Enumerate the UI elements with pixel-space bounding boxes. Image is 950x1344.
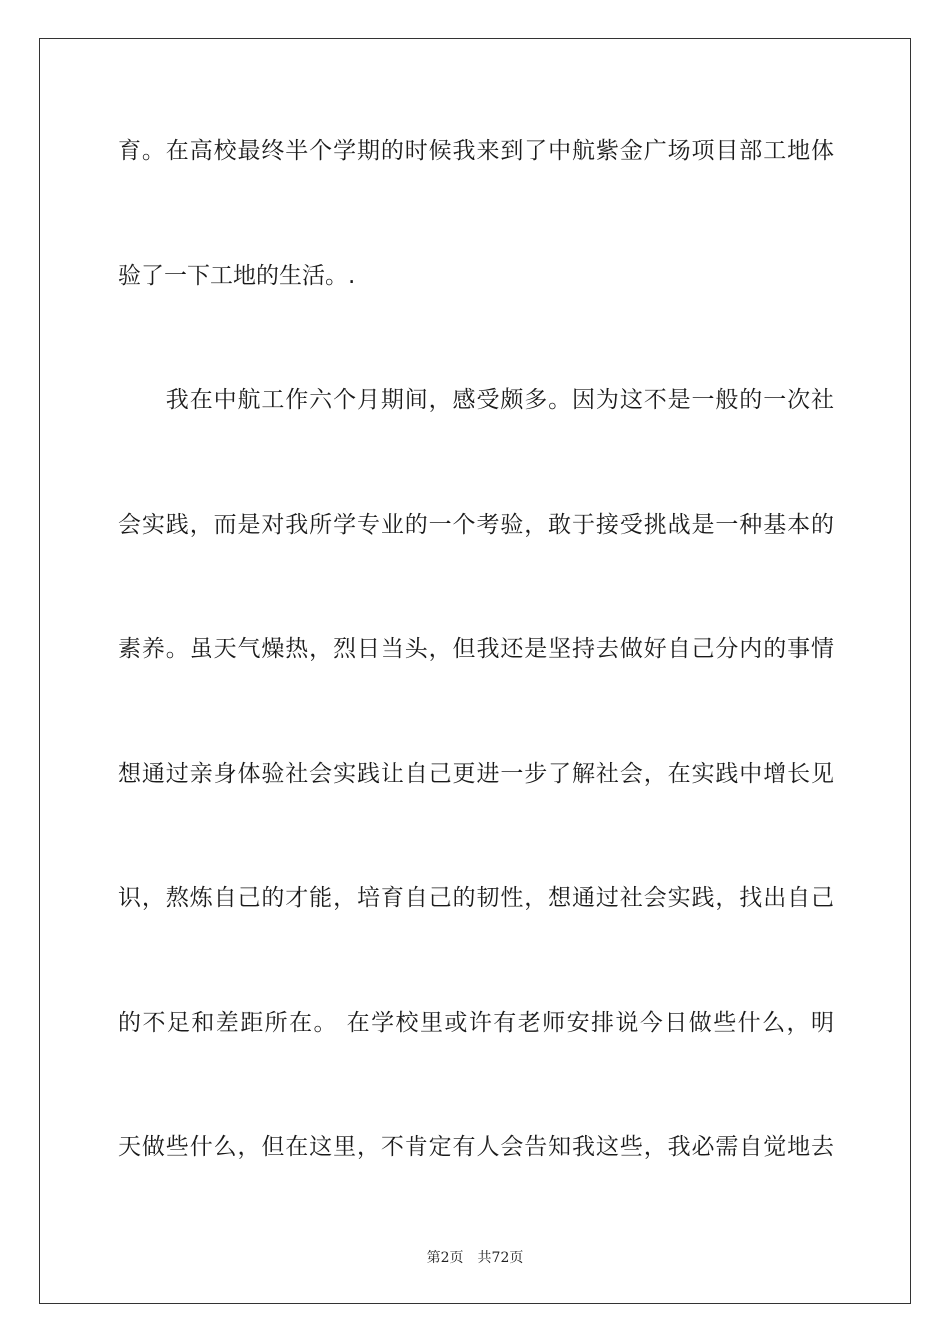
page-frame [39,38,911,1304]
body-text-line-6: 想通过亲身体验社会实践让自己更进一步了解社会，在实践中增长见 [118,761,834,787]
body-text-line-2: 验了一下工地的生活。. [118,263,356,289]
body-text-line-9: 天做些什么，但在这里，不肯定有人会告知我这些，我必需自觉地去 [118,1134,834,1160]
page-footer [0,1247,950,1267]
body-text-line-3: 我在中航工作六个月期间，感受颇多。因为这不是一般的一次社 [118,387,834,413]
body-text-line-5: 素养。虽天气燥热，烈日当头，但我还是坚持去做好自己分内的事情 [118,636,834,662]
body-text-line-4: 会实践，而是对我所学专业的一个考验，敢于接受挑战是一种基本的 [118,512,834,538]
page-number: 第2页 [426,1250,464,1266]
body-text-line-7: 识，熬炼自己的才能，培育自己的韧性，想通过社会实践，找出自己 [118,885,834,911]
page-total: 共72页 [477,1250,524,1266]
body-text-line-8: 的不足和差距所在。 在学校里或许有老师安排说今日做些什么，明 [118,1010,834,1036]
body-text-line-1: 育。在高校最终半个学期的时候我来到了中航紫金广场项目部工地体 [118,138,834,164]
